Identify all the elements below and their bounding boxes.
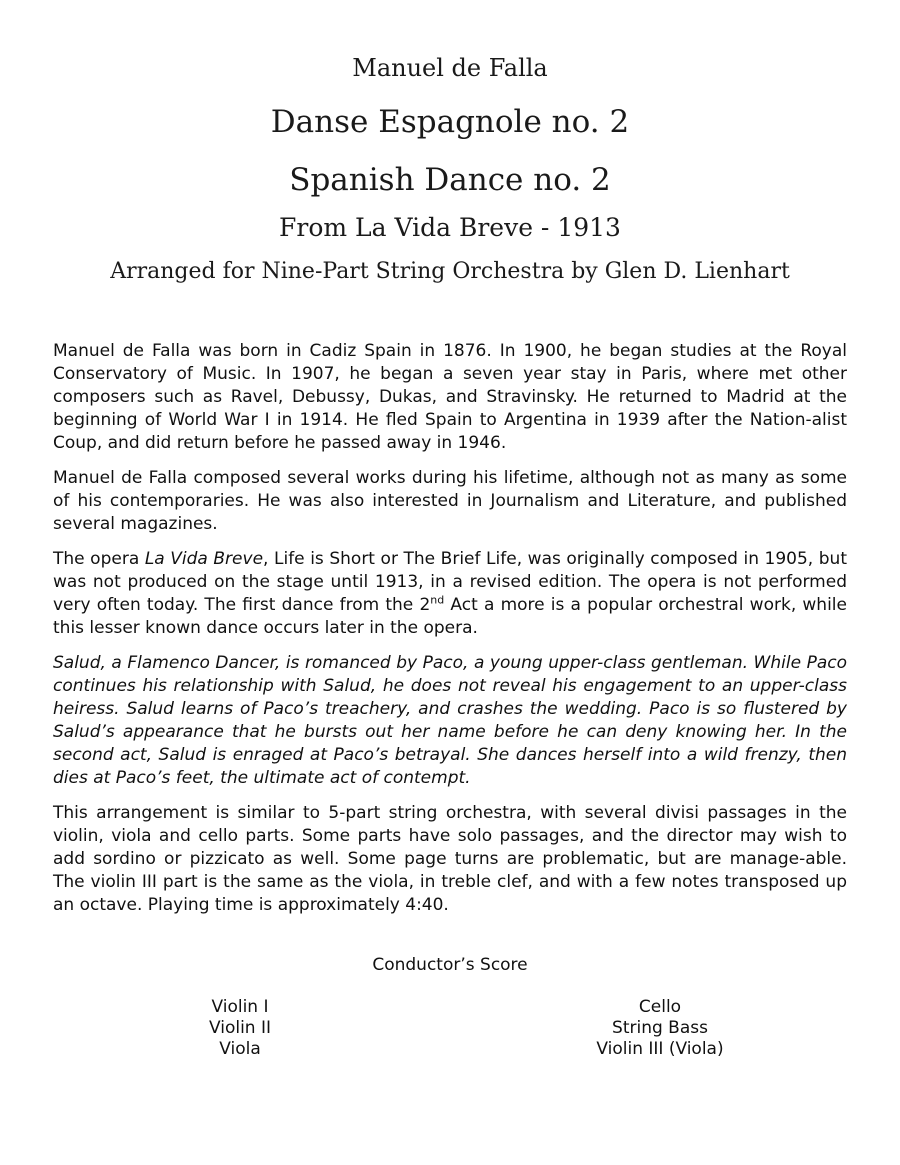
part-item: Violin III (Viola) bbox=[596, 1039, 724, 1059]
opera-text-a: The opera bbox=[53, 549, 145, 569]
arranger-line: Arranged for Nine-Part String Orchestra by Glen D. Lienhart bbox=[110, 259, 790, 284]
part-item: Violin I bbox=[211, 997, 269, 1017]
score-heading: Conductor’s Score bbox=[372, 955, 528, 975]
part-item: Viola bbox=[219, 1039, 261, 1059]
opera-text-b: , Life is Short or The Brief Life, was originally composed in 1905, but was not produced on the stage until 1913, in a revised edition. The opera is not performed very often today. The first dance from the 2 bbox=[53, 549, 848, 615]
paragraph-arrangement: This arrangement is similar to 5-part string orchestra, with several divisi passages in the violin, viola and cello parts. Some parts have solo passages, and the director may wish to add sordino or pizzicato as well. Some page turns are problematic, but are manage-able. The violin III part is the same as the viola, in treble clef, and with a few notes transposed up an octave. Playing time is approximately 4:40. bbox=[53, 803, 847, 915]
source-work: From La Vida Breve - 1913 bbox=[279, 213, 621, 242]
part-item: Violin II bbox=[208, 1018, 272, 1038]
parts-list-right bbox=[560, 997, 760, 1060]
paragraph-opera bbox=[53, 548, 847, 640]
opera-text-c: Act a more is a popular orchestral work, while this lesser known dance occurs later in the opera. bbox=[53, 595, 847, 638]
paragraph-biography: Manuel de Falla was born in Cadiz Spain in 1876. In 1900, he began studies at the Royal Conservatory of Music. In 1907, he began a seven year stay in Paris, where met other composers such as Ravel, Debussy, Dukas, and Stravinsky. He returned to Madrid at the beginning of World War I in 1914. He fled Spain to Argentina in 1939 after the Nation-alist Coup, and did return before he passed away in 1946. bbox=[53, 341, 847, 453]
composer-name: Manuel de Falla bbox=[352, 54, 548, 82]
paragraph-synopsis: Salud, a Flamenco Dancer, is romanced by Paco, a young upper-class gentleman. While Paco continues his relationship with Salud, he does not reveal his engagement to an upper-class heiress. Salud learns of Paco’s treachery, and crashes the wedding. Paco is so flustered by Salud’s appearance that he bursts out her name before he can deny knowing her. In the second act, Salud is enraged at Paco’s betrayal. She dances herself into a wild frenzy, then dies at Paco’s feet, the ultimate act of contempt. bbox=[53, 653, 847, 788]
title-french: Danse Espagnole no. 2 bbox=[270, 104, 630, 140]
paragraph-works: Manuel de Falla composed several works during his lifetime, although not as many as some of his contemporaries. He was also interested in Journalism and Literature, and published several magazines. bbox=[53, 468, 847, 534]
program-notes bbox=[53, 340, 847, 929]
part-item: String Bass bbox=[612, 1018, 708, 1038]
opera-title: La Vida Breve bbox=[144, 549, 264, 569]
title-block bbox=[0, 48, 900, 292]
ordinal-superscript: nd bbox=[430, 593, 445, 607]
title-english: Spanish Dance no. 2 bbox=[289, 162, 611, 198]
parts-list-left bbox=[140, 997, 340, 1060]
part-item: Cello bbox=[638, 997, 682, 1017]
